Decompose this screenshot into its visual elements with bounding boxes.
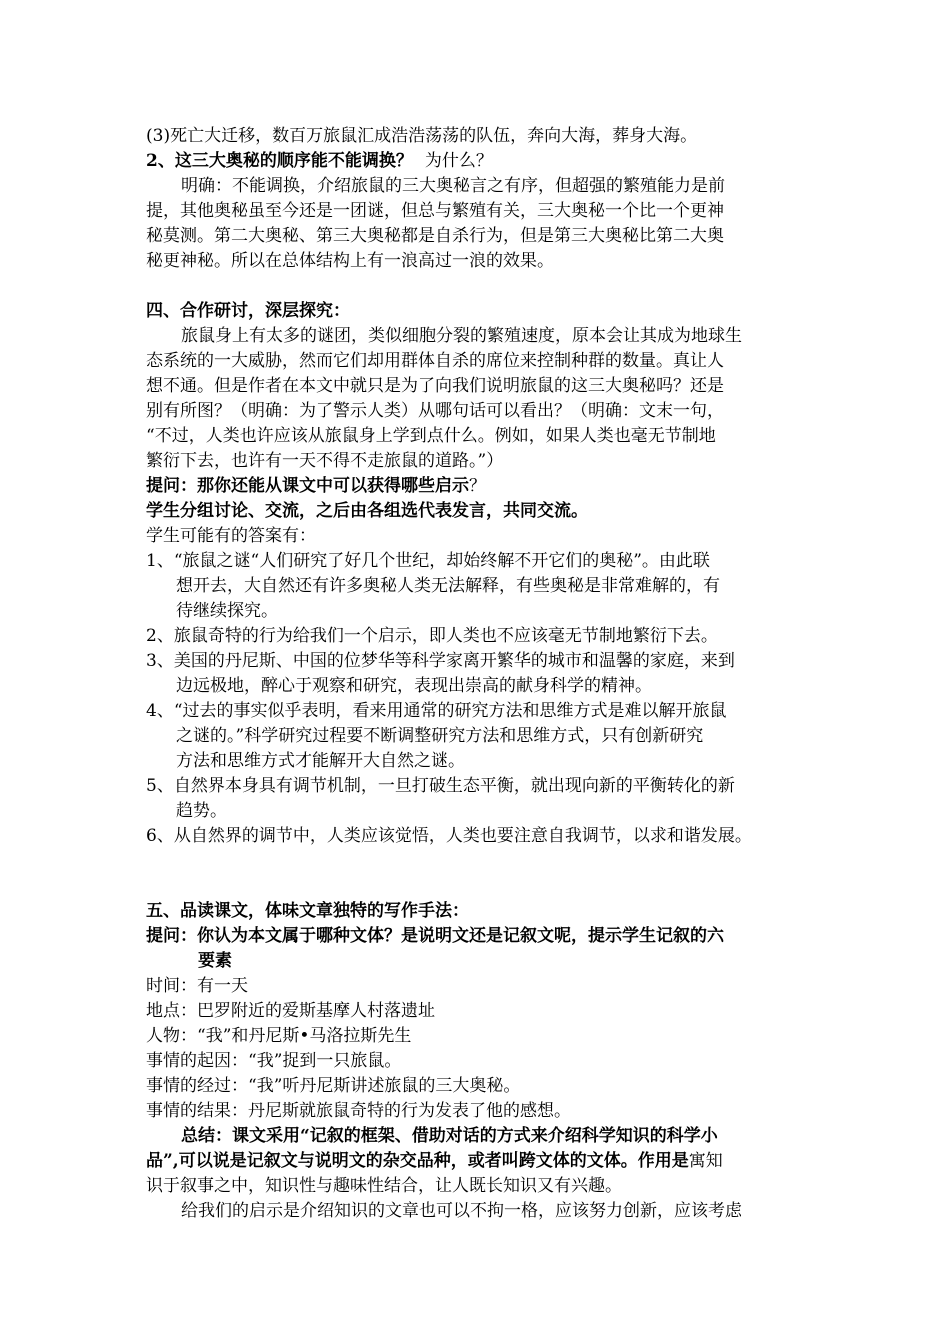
question-line: 要素 [198, 951, 232, 971]
list-item-continuation: 待继续探究。 [176, 601, 278, 621]
list-item-continuation: 方法和思维方式才能解开大自然之谜。 [176, 751, 465, 771]
summary-line: 总结：课文采用“记叙的框架、借助对话的方式来介绍科学知识的科学小 [181, 1126, 718, 1146]
list-item-continuation: 边远极地，醉心于观察和研究，表现出崇高的献身科学的精神。 [176, 676, 652, 696]
element-line: 人物：“我”和丹尼斯•马洛拉斯先生 [146, 1026, 412, 1046]
element-line: 事情的起因：“我”捉到一只旅鼠。 [146, 1051, 402, 1071]
question-bold: 提问：那你还能从课文中可以获得哪些启示 [146, 476, 469, 496]
instruction-line: 学生分组讨论、交流，之后由各组选代表发言，共同交流。 [146, 501, 588, 521]
paragraph-line: 给我们的启示是介绍知识的文章也可以不拘一格，应该努力创新，应该考虑 [181, 1201, 742, 1221]
answer-line: 明确：不能调换，介绍旅鼠的三大奥秘言之有序，但超强的繁殖能力是前 [181, 176, 725, 196]
answer-line: 提，其他奥秘虽至今还是一团谜，但总与繁殖有关，三大奥秘一个比一个更神 [146, 201, 724, 221]
list-item-continuation: 趋势。 [176, 801, 227, 821]
summary-bold: 品”,可以说是记叙文与说明文的杂交品种，或者叫跨文体的文体。作用是 [146, 1151, 689, 1171]
paragraph-line: “不过，人类也许应该从旅鼠身上学到点什么。例如，如果人类也毫无节制地 [146, 426, 716, 446]
paragraph-line: 繁衍下去，也许有一天不得不走旅鼠的道路。”） [146, 451, 504, 471]
element-line: 事情的经过：“我”听丹尼斯讲述旅鼠的三大奥秘。 [146, 1076, 521, 1096]
list-item: 6、从自然界的调节中，人类应该觉悟，人类也要注意自我调节，以求和谐发展。 [146, 826, 752, 846]
question-bold: 2、这三大奥秘的顺序能不能调换？ [146, 151, 413, 171]
paragraph-line: 想不通。但是作者在本文中就只是为了向我们说明旅鼠的这三大奥秘吗？还是 [146, 376, 724, 396]
list-item: 2、旅鼠奇特的行为给我们一个启示，即人类也不应该毫无节制地繁衍下去。 [146, 626, 718, 646]
section-heading: 四、合作研讨，深层探究： [146, 301, 350, 321]
paragraph-line: 旅鼠身上有太多的谜团，类似细胞分裂的繁殖速度，原本会让其成为地球生 [181, 326, 742, 346]
element-line: 地点：巴罗附近的爱斯基摩人村落遗址 [146, 1001, 435, 1021]
summary-line [146, 1149, 826, 1174]
list-item: 4、“过去的事实似乎表明，看来用通常的研究方法和思维方式是难以解开旅鼠 [146, 701, 727, 721]
summary-rest: 寓知 [688, 1151, 723, 1171]
question-line [146, 474, 826, 499]
question-rest: ？ [469, 476, 486, 496]
answer-line: 秘莫测。第二大奥秘、第三大奥秘都是自杀行为，但是第三大奥秘比第二大奥 [146, 226, 724, 246]
body-line: (3)死亡大迁移，数百万旅鼠汇成浩浩荡荡的队伍，奔向大海，葬身大海。 [146, 126, 698, 146]
question-line: 提问：你认为本文属于哪种文体？是说明文还是记叙文呢，提示学生记叙的六 [146, 926, 724, 946]
list-item: 3、美国的丹尼斯、中国的位梦华等科学家离开繁华的城市和温馨的家庭，来到 [146, 651, 735, 671]
element-line: 时间：有一天 [146, 976, 248, 996]
paragraph-line: 别有所图？（明确：为了警示人类）从哪句话可以看出？（明确：文末一句， [146, 401, 724, 421]
question-line [146, 149, 826, 174]
answers-intro: 学生可能有的答案有： [146, 526, 316, 546]
answer-line: 秘更神秘。所以在总体结构上有一浪高过一浪的效果。 [146, 251, 554, 271]
list-item-continuation: 之谜的。”科学研究过程要不断调整研究方法和思维方式，只有创新研究 [176, 726, 704, 746]
list-item: 5、自然界本身具有调节机制，一旦打破生态平衡，就出现向新的平衡转化的新 [146, 776, 735, 796]
list-item-continuation: 想开去，大自然还有许多奥秘人类无法解释，有些奥秘是非常难解的，有 [176, 576, 720, 596]
question-rest: 为什么？ [424, 151, 493, 171]
list-item: 1、“旅鼠之谜“人们研究了好几个世纪，却始终解不开它们的奥秘”。由此联 [146, 551, 710, 571]
section-heading: 五、品读课文，体味文章独特的写作手法： [146, 901, 469, 921]
document-page [146, 124, 826, 1224]
element-line: 事情的结果：丹尼斯就旅鼠奇特的行为发表了他的感想。 [146, 1101, 571, 1121]
paragraph-line: 态系统的一大威胁，然而它们却用群体自杀的席位来控制种群的数量。真让人 [146, 351, 724, 371]
summary-line: 识于叙事之中，知识性与趣味性结合，让人既长知识又有兴趣。 [146, 1176, 622, 1196]
